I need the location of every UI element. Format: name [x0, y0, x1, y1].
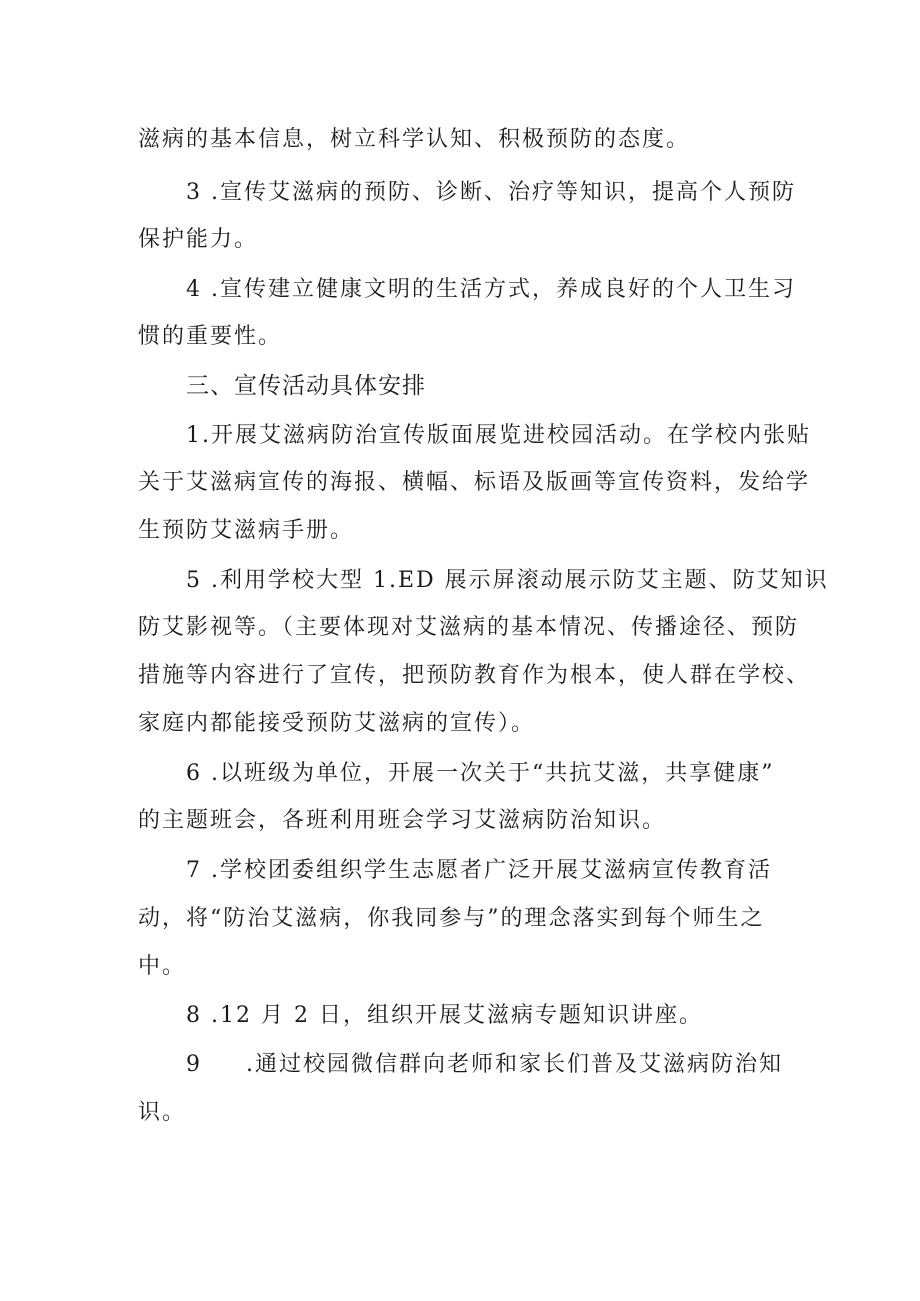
activity-9-line: 识。: [138, 1100, 187, 1125]
list-item-3-line: 3 .宣传艾滋病的预防、诊断、治疗等知识，提高个人预防: [186, 180, 796, 205]
activity-9-number: 9: [186, 1052, 202, 1077]
activity-6-line: 的主题班会，各班利用班会学习艾滋病防治知识。: [138, 808, 667, 833]
activity-7-line: 中。: [138, 954, 187, 979]
activity-7-line: 动，将“防治艾滋病，你我同参与”的理念落实到每个师生之: [138, 906, 765, 931]
activity-7-line: 7 .学校团委组织学生志愿者广泛开展艾滋病宣传教育活: [186, 858, 772, 883]
paragraph-line: 滋病的基本信息，树立科学认知、积极预防的态度。: [138, 127, 691, 152]
activity-1-line: 1.开展艾滋病防治宣传版面展览进校园活动。在学校内张贴: [186, 423, 811, 448]
activity-8-line: 8 .12 月 2 日，组织开展艾滋病专题知识讲座。: [186, 1003, 703, 1028]
activity-9-line: [186, 1050, 783, 1080]
list-item-4-line: 惯的重要性。: [138, 324, 283, 349]
activity-5-line: 家庭内都能接受预防艾滋病的宣传）。: [138, 711, 536, 736]
list-item-4-line: 4 .宣传建立健康文明的生活方式，养成良好的个人卫生习: [186, 277, 796, 302]
activity-5-line: 防艾影视等。（主要体现对艾滋病的基本情况、传播途径、预防: [138, 615, 800, 640]
activity-1-line: 关于艾滋病宣传的海报、横幅、标语及版画等宣传资料，发给学: [138, 470, 811, 495]
section-heading: 三、宣传活动具体安排: [186, 373, 426, 399]
activity-1-line: 生预防艾滋病手册。: [138, 518, 355, 543]
activity-6-line: 6 .以班级为单位，开展一次关于“共抗艾滋，共享健康”: [186, 761, 775, 786]
activity-5-line: 措施等内容进行了宣传，把预防教育作为根本，使人群在学校、: [138, 663, 811, 688]
activity-5-line: 5 .利用学校大型 1.ED 展示屏滚动展示防艾主题、防艾知识: [186, 568, 829, 593]
activity-9-text: .通过校园微信群向老师和家长们普及艾滋病防治知: [246, 1052, 783, 1077]
list-item-3-line: 保护能力。: [138, 227, 259, 252]
